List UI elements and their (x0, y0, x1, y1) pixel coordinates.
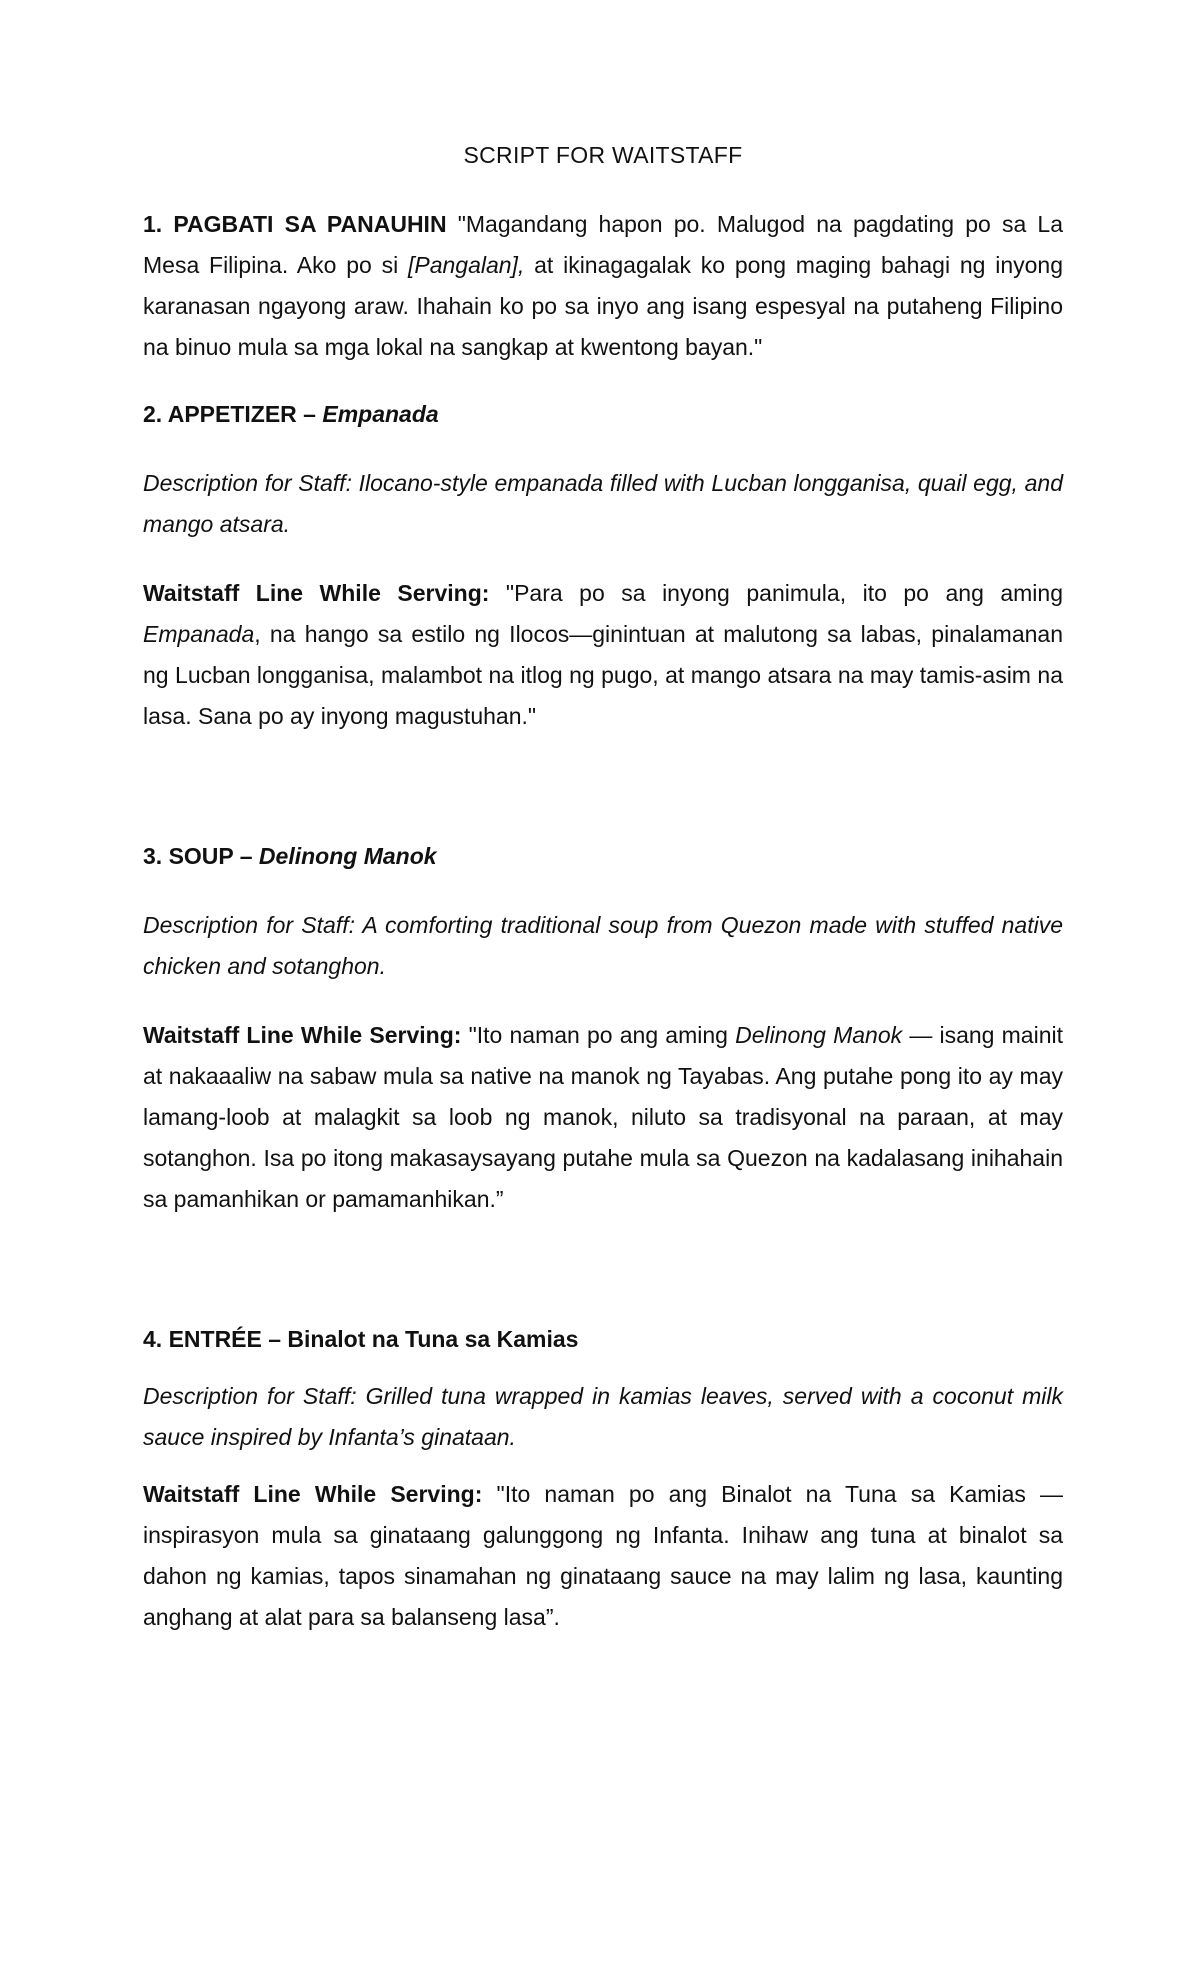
soup-line-label: Waitstaff Line While Serving: (143, 1022, 462, 1048)
soup-line-before: "Ito naman po ang aming (461, 1022, 736, 1048)
appetizer-line-label: Waitstaff Line While Serving: (143, 580, 490, 606)
entree-serving-line (143, 1474, 1063, 1638)
appetizer-heading-prefix: 2. APPETIZER – (143, 401, 323, 427)
entree-description: Description for Staff: Grilled tuna wrapped in kamias leaves, served with a coconut milk sauce inspired by Infanta’s ginataan. (143, 1383, 1063, 1450)
name-placeholder: [Pangalan], (407, 252, 525, 278)
appetizer-heading (143, 394, 1063, 435)
soup-heading-prefix: 3. SOUP – (143, 843, 259, 869)
soup-description: Description for Staff: A comforting traditional soup from Quezon made with stuffed native chicken and sotanghon. (143, 912, 1063, 979)
soup-line-dish: Delinong Manok (735, 1022, 903, 1048)
appetizer-dish-name: Empanada (322, 401, 439, 427)
entree-line-text: "Ito naman po ang Binalot na Tuna sa Kamias — inspirasyon mula sa ginataang galunggong ng Infanta. Inihaw ang tuna at binalot sa dahon ng kamias, tapos sinamahan ng ginataang sauce na may lalim ng lasa, kaunting anghang at alat para sa balanseng lasa”. (143, 1481, 1064, 1630)
soup-line-after: — isang mainit at nakaaaliw na sabaw mula sa native na manok ng Tayabas. Ang putahe pong ito ay may lamang-loob at malagkit sa loob ng manok, niluto sa tradisyonal na paraan, at may sotanghon. Isa po itong makasaysayang putahe mula sa Quezon na kadalasang inihahain sa pamanhikan or pamamanhikan.” (143, 1022, 1063, 1212)
greeting-paragraph (143, 204, 1063, 368)
entree-line-label: Waitstaff Line While Serving: (143, 1481, 483, 1507)
appetizer-description: Description for Staff: Ilocano-style empanada filled with Lucban longganisa, quail egg, and mango atsara. (143, 470, 1063, 537)
entree-heading: 4. ENTRÉE – Binalot na Tuna sa Kamias (143, 1326, 579, 1352)
greeting-text-before: "Magandang hapon po. Malugod na pagdating po sa La Mesa Filipina. Ako po si (143, 211, 1063, 278)
appetizer-line-before: "Para po sa inyong panimula, ito po ang aming (489, 580, 1064, 606)
greeting-heading: 1. PAGBATI SA PANAUHIN (143, 211, 447, 237)
appetizer-serving-line (143, 573, 1063, 737)
greeting-text-after: at ikinagagalak ko pong maging bahagi ng inyong karanasan ngayong araw. Ihahain ko po sa inyo ang isang espesyal na putaheng Filipino na binuo mula sa mga lokal na sangkap at kwentong bayan." (143, 252, 1063, 360)
soup-serving-line (143, 1015, 1063, 1220)
appetizer-line-dish: Empanada (143, 621, 255, 647)
document-body (143, 135, 1063, 1638)
soup-dish-name: Delinong Manok (258, 843, 437, 869)
appetizer-line-after: , na hango sa estilo ng Ilocos—ginintuan at malutong sa labas, pinalamanan ng Lucban longganisa, malambot na itlog ng pugo, at mango atsara na may tamis-asim na lasa. Sana po ay inyong magustuhan." (143, 621, 1063, 729)
document-title: SCRIPT FOR WAITSTAFF (463, 142, 743, 168)
soup-heading (143, 836, 1063, 877)
